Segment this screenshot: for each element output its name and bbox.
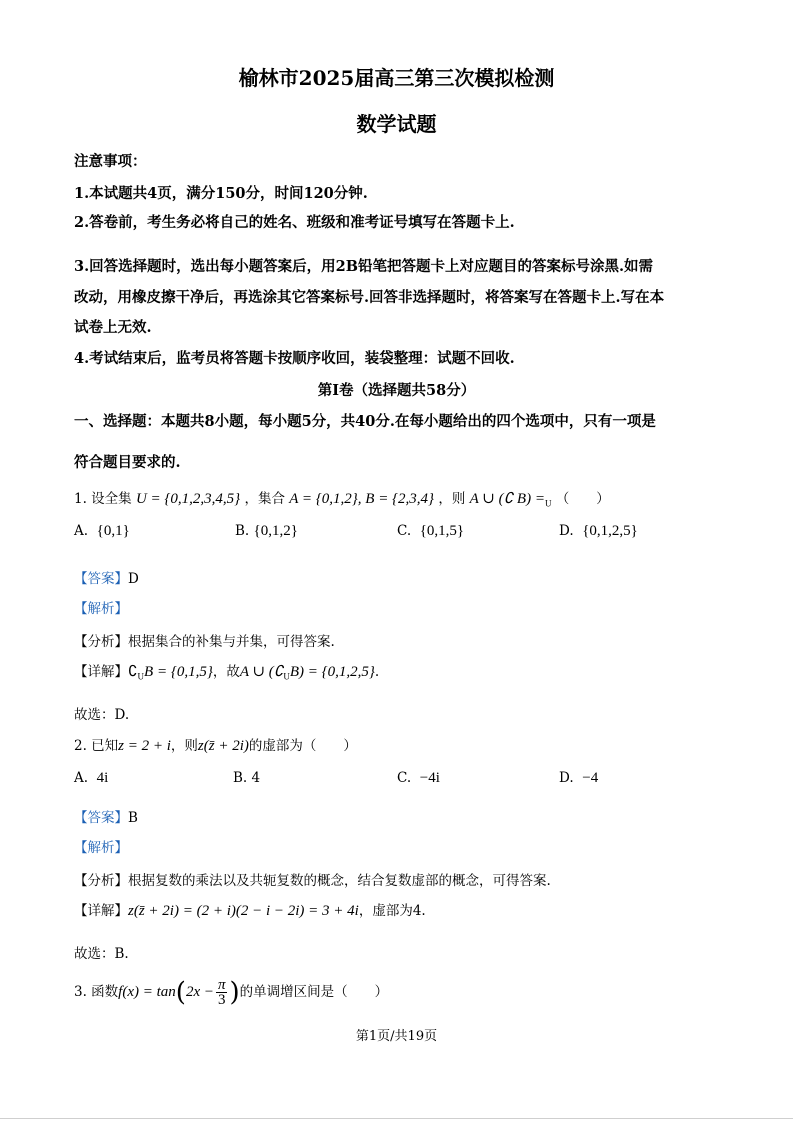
q2-analysis-tag: 【解析】 — [74, 840, 128, 856]
q1-then: ，则 — [438, 491, 466, 507]
q1-answer: 【答案】D — [74, 571, 139, 587]
q2-option-a[interactable]: A. 4i — [74, 770, 109, 786]
q2-choose: 故选：B. — [74, 946, 129, 962]
note-line: 试卷上无效. — [74, 319, 152, 336]
q1-expr: A ∪ (∁ B) = — [469, 491, 545, 507]
question-1 — [74, 487, 610, 509]
page-subtitle: 数学试题 — [356, 112, 437, 136]
q1-analysis-tag: 【解析】 — [74, 601, 128, 617]
q1-detail: 【详解】$∁_UB = \{0,1,5\}$，故A ∪ $(∁_UB) = \{0,1,2,5\}$. — [74, 664, 380, 682]
note-line: 改动，用橡皮擦干净后，再选涂其它答案标号.回答非选择题时，将答案写在答题卡上.写在本 — [74, 289, 665, 306]
note-line: 1.本试题共4页，满分150分，时间120分钟. — [74, 185, 368, 202]
note-line: 3.回答选择题时，选出每小题答案后，用2B铅笔把答题卡上对应题目的答案标号涂黑.如需 — [74, 258, 654, 275]
q2-fenxi: 【分析】根据复数的乘法以及共轭复数的概念，结合复数虚部的概念，可得答案. — [74, 873, 551, 889]
q1-expr-sub: U — [544, 498, 552, 509]
q2-option-b[interactable]: B. 4 — [233, 770, 261, 786]
q3-fraction: $\frac{\pi}{3}$ — [217, 977, 226, 1008]
note-line: 2.答卷前，考生务必将自己的姓名、班级和准考证号填写在答题卡上. — [74, 214, 515, 231]
q1-blank: （ ） — [555, 491, 610, 507]
question-2: 2. 已知z = 2 + i，则z(z̄ + 2i)的虚部为（ ） — [74, 738, 357, 754]
q2-answer: 【答案】B — [74, 810, 138, 826]
question-3: 3. 函数f(x) = tan(2x − $\frac{\pi}{3}$ )的单调增区间是（ ） — [74, 977, 389, 1008]
page-footer: 第1页/共19页 — [355, 1029, 438, 1044]
q2-detail: 【详解】z(z̄ + 2i) = (2 + i)(2 − i − 2i) = 3 + 4i，虚部为4. — [74, 903, 426, 919]
q1-fenxi: 【分析】根据集合的补集与并集，可得答案. — [74, 634, 335, 650]
q1-sets-ab: A = {0,1,2}, B = {2,3,4} — [289, 491, 435, 507]
section-intro: 一、选择题：本题共8小题，每小题5分，共40分.在每小题给出的四个选项中，只有一项是 — [74, 413, 656, 430]
q2-option-c[interactable]: C. −4i — [397, 770, 440, 786]
q2-option-d[interactable]: D. −4 — [559, 770, 599, 786]
q1-choose: 故选：D. — [74, 707, 130, 723]
q1-option-b[interactable]: B. {0,1,2} — [235, 523, 298, 539]
note-line: 4.考试结束后，监考员将答题卡按顺序收回，装袋整理：试题不回收. — [74, 350, 515, 367]
q1-option-a[interactable]: A. {0,1} — [74, 523, 130, 539]
q1-option-c[interactable]: C. {0,1,5} — [397, 523, 465, 539]
notes-heading: 注意事项： — [74, 153, 147, 170]
q1-mid: ，集合 — [244, 491, 285, 507]
section-title: 第Ⅰ卷（选择题共58分） — [317, 382, 476, 399]
bottom-divider — [0, 1118, 793, 1119]
q1-option-d[interactable]: D. {0,1,2,5} — [559, 523, 638, 539]
q1-prefix: 1. 设全集 — [74, 491, 132, 507]
page-title: 榆林市2025届高三第三次模拟检测 — [238, 66, 555, 90]
section-intro: 符合题目要求的. — [74, 454, 181, 471]
q1-set-u: U = {0,1,2,3,4,5} — [135, 491, 241, 507]
